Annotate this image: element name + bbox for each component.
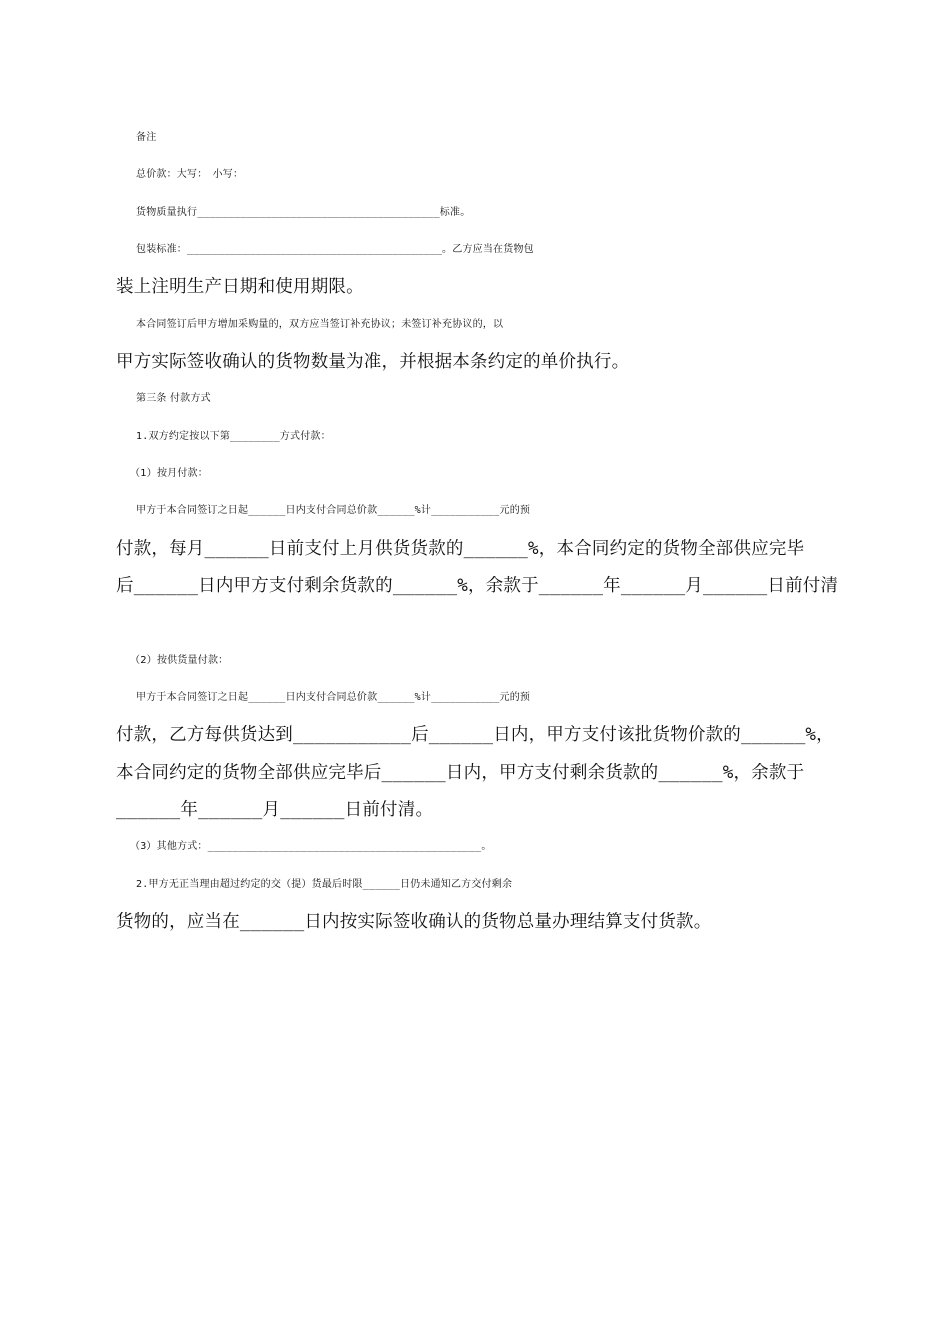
- total-price-line: 总价款：大写： 小写：: [136, 169, 244, 180]
- quality-standard-line: 货物质量执行_______________________________________标准。: [136, 207, 471, 218]
- purchase-increase-line: 本合同签订后甲方增加采购量的，双方应当签订补充协议；未签订补充协议的，以: [136, 319, 504, 330]
- packaging-standard-line: 包装标准：_________________________________________。乙方应当在货物包: [136, 244, 534, 255]
- clause-two-line-1: 2.甲方无正当理由超过约定的交（提）货最后时限______日仍未通知乙方交付剩余: [136, 879, 513, 890]
- article-three-heading: 第三条 付款方式: [136, 393, 211, 404]
- volume-payment-line-2: 付款，乙方每供货达到___________后______日内，甲方支付该批货物价款的______%，: [116, 725, 834, 745]
- volume-payment-heading: （2）按供货量付款：: [130, 655, 229, 666]
- monthly-payment-line-2: 付款，每月______日前支付上月供货货款的______%，本合同约定的货物全部供应完毕: [116, 539, 805, 559]
- monthly-payment-heading: （1）按月付款：: [130, 468, 208, 479]
- monthly-payment-line-1: 甲方于本合同签订之日起______日内支付合同总价款______%计___________元的预: [136, 505, 531, 516]
- volume-payment-line-4: ______年______月______日前付清。: [116, 800, 434, 820]
- volume-payment-line-1: 甲方于本合同签订之日起______日内支付合同总价款______%计___________元的预: [136, 692, 531, 703]
- monthly-payment-line-3: 后______日内甲方支付剩余货款的______%，余款于______年______月______日前付清: [116, 576, 839, 596]
- purchase-increase-line-cont: 甲方实际签收确认的货物数量为准，并根据本条约定的单价执行。: [116, 352, 630, 372]
- volume-payment-line-3: 本合同约定的货物全部供应完毕后______日内，甲方支付剩余货款的______%，余款于: [116, 763, 805, 783]
- clause-two-line-2: 货物的，应当在______日内按实际签收确认的货物总量办理结算支付货款。: [116, 912, 712, 932]
- other-payment-line: （3）其他方式：____________________________________________。: [130, 841, 492, 852]
- packaging-standard-line-cont: 装上注明生产日期和使用期限。: [116, 277, 364, 297]
- payment-method-choice: 1.双方约定按以下第________方式付款：: [136, 431, 331, 442]
- remarks-heading: 备注: [136, 132, 157, 143]
